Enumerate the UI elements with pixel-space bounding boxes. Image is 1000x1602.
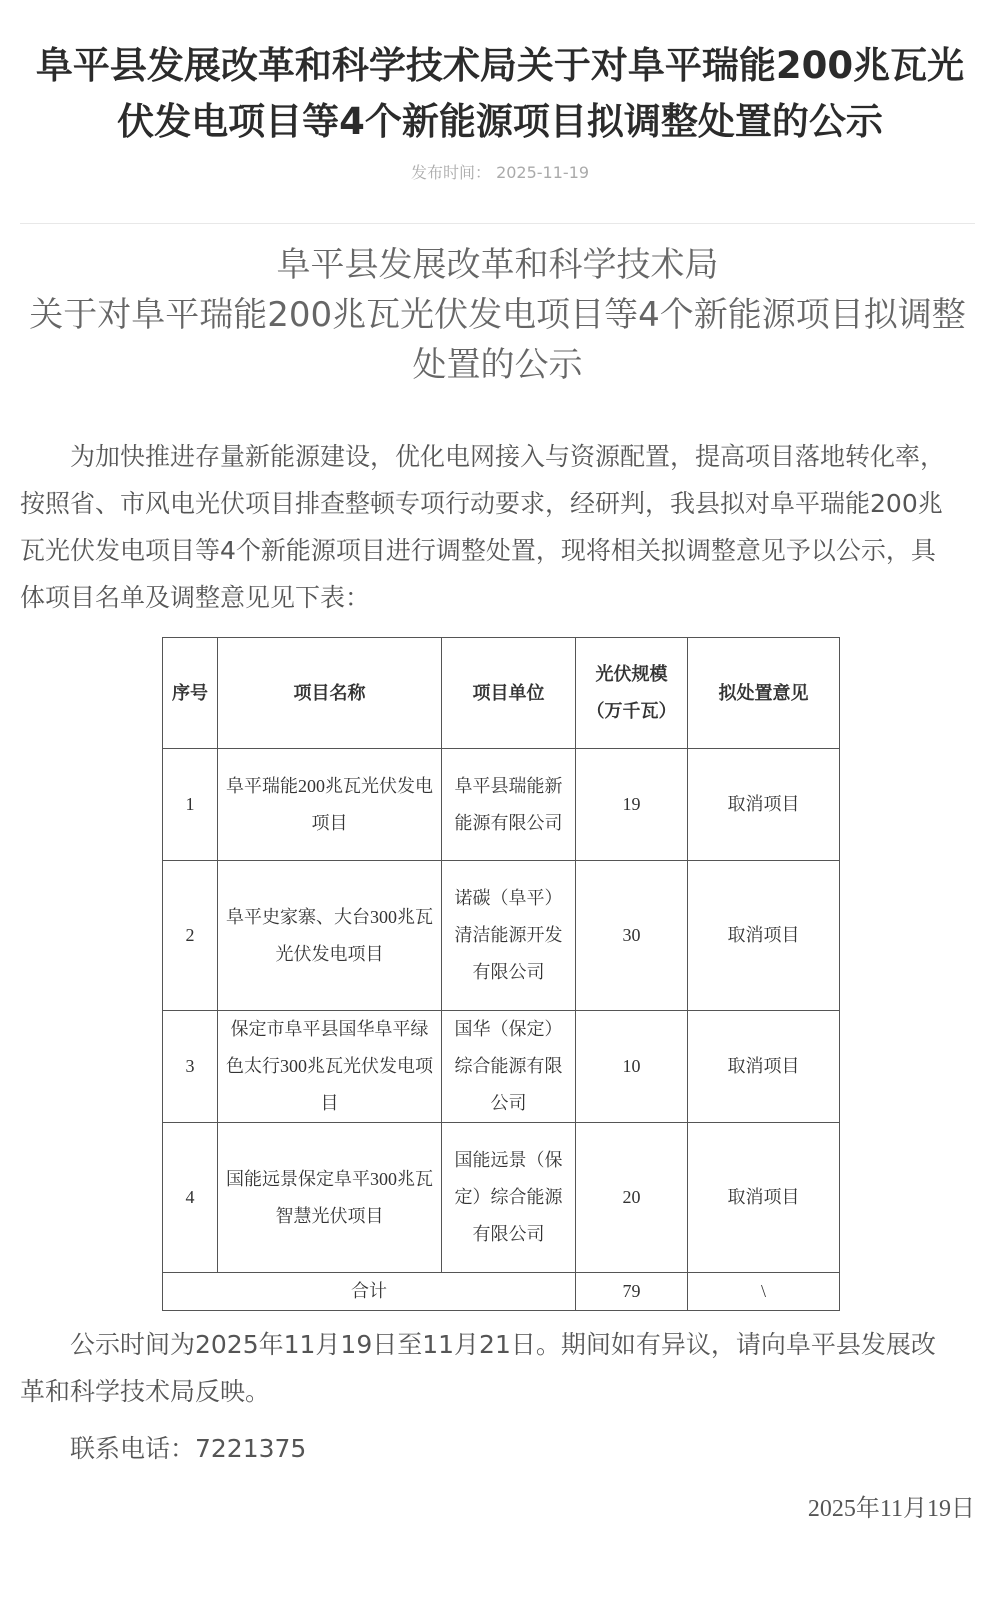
cell: 国华（保定）综合能源有限公司 xyxy=(442,1011,576,1123)
cell: 10 xyxy=(576,1011,688,1123)
publish-date xyxy=(0,160,1000,183)
table-row xyxy=(163,861,840,1011)
table-row xyxy=(163,1011,840,1123)
col-header: 项目单位 xyxy=(442,638,576,749)
cell: 取消项目 xyxy=(688,861,840,1011)
cell: 诺碳（阜平）清洁能源开发有限公司 xyxy=(442,861,576,1011)
document-subtitle xyxy=(20,240,975,390)
col-header: 光伏规模（万千瓦） xyxy=(576,638,688,749)
cell: 阜平瑞能200兆瓦光伏发电项目 xyxy=(218,749,442,861)
table-row xyxy=(163,1123,840,1273)
date-value: 2025-11-19 xyxy=(496,163,590,182)
subtitle-line1: 阜平县发展改革和科学技术局 xyxy=(276,245,719,285)
cell: 阜平县瑞能新能源有限公司 xyxy=(442,749,576,861)
table-row xyxy=(163,749,840,861)
subtitle-line2: 关于对阜平瑞能200兆瓦光伏发电项目等4个新能源项目拟调整处置的公示 xyxy=(29,295,966,385)
total-value: 79 xyxy=(576,1273,688,1311)
project-table xyxy=(162,637,840,1311)
cell: 1 xyxy=(163,749,218,861)
sign-date: 2025年11月19日 xyxy=(807,1496,975,1522)
col-header: 项目名称 xyxy=(218,638,442,749)
date-label: 发布时间： xyxy=(410,163,491,182)
cell: 保定市阜平县国华阜平绿色太行300兆瓦光伏发电项目 xyxy=(218,1011,442,1123)
total-row xyxy=(163,1273,840,1311)
col-header: 序号 xyxy=(163,638,218,749)
cell: 取消项目 xyxy=(688,1011,840,1123)
intro-paragraph: 为加快推进存量新能源建设，优化电网接入与资源配置，提高项目落地转化率，按照省、市风电光伏项目排查整顿专项行动要求，经研判，我县拟对阜平瑞能200兆瓦光伏发电项目等4个新能源项目进行调整处置，现将相关拟调整意见予以公示，具体项目名单及调整意见见下表： xyxy=(20,442,946,612)
col-header: 拟处置意见 xyxy=(688,638,840,749)
cell: 国能远景（保定）综合能源有限公司 xyxy=(442,1123,576,1273)
page-title: 阜平县发展改革和科学技术局关于对阜平瑞能200兆瓦光伏发电项目等4个新能源项目拟调整处置的公示 xyxy=(35,44,965,143)
contact-phone: 联系电话：7221375 xyxy=(70,1434,307,1463)
cell: 19 xyxy=(576,749,688,861)
cell: 4 xyxy=(163,1123,218,1273)
divider xyxy=(20,223,975,224)
cell: 3 xyxy=(163,1011,218,1123)
period-paragraph: 公示时间为2025年11月19日至11月21日。期间如有异议，请向阜平县发展改革和科学技术局反映。 xyxy=(20,1330,936,1406)
total-label: 合计 xyxy=(163,1273,576,1311)
cell: 取消项目 xyxy=(688,749,840,861)
cell: 30 xyxy=(576,861,688,1011)
cell: 国能远景保定阜平300兆瓦智慧光伏项目 xyxy=(218,1123,442,1273)
table-header-row xyxy=(163,638,840,749)
total-opinion: \ xyxy=(688,1273,840,1311)
cell: 取消项目 xyxy=(688,1123,840,1273)
cell: 20 xyxy=(576,1123,688,1273)
cell: 阜平史家寨、大台300兆瓦光伏发电项目 xyxy=(218,861,442,1011)
cell: 2 xyxy=(163,861,218,1011)
